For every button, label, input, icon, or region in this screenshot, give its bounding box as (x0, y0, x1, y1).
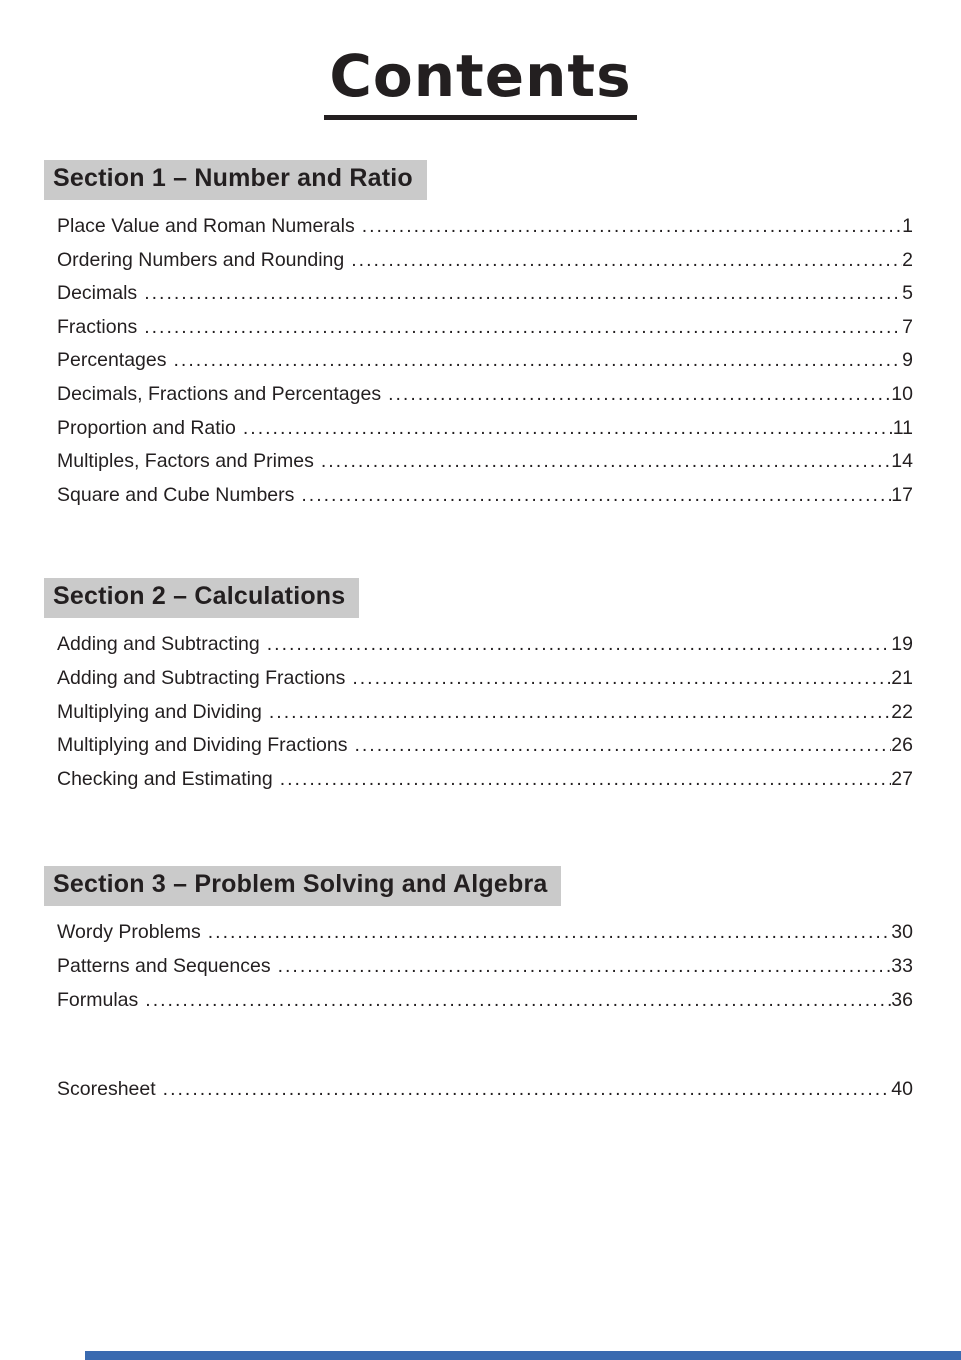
dot-leader (267, 628, 892, 662)
toc-entry (57, 378, 913, 412)
dot-leader (269, 696, 891, 730)
entry-page-number: 36 (891, 988, 913, 1011)
toc-entry (57, 628, 913, 662)
dot-leader (144, 311, 902, 345)
entry-page-number: 19 (891, 633, 913, 656)
entry-label: Decimals (57, 282, 138, 305)
entry-page-number: 21 (891, 666, 913, 689)
dot-leader (301, 479, 891, 513)
toc-section (44, 578, 913, 796)
toc-entry (57, 479, 913, 513)
entry-label: Place Value and Roman Numerals (57, 215, 355, 237)
entry-label: Fractions (57, 315, 138, 338)
toc-entry (57, 984, 913, 1018)
dot-leader (278, 950, 892, 984)
entry-label: Adding and Subtracting (57, 633, 260, 656)
section-heading: Section 2 – Calculations (44, 578, 359, 618)
toc-entry (57, 763, 913, 797)
page-title: Contents (324, 42, 636, 120)
entry-page-number: 2 (902, 248, 913, 271)
entry-page-number: 33 (891, 954, 913, 977)
toc-entry (57, 916, 913, 950)
entry-label: Ordering Numbers and Rounding (57, 248, 345, 271)
entry-page-number: 14 (891, 450, 913, 473)
toc-entry (57, 412, 913, 446)
section-entries (57, 916, 913, 1017)
entry-page-number: 27 (891, 767, 913, 790)
entry-label: Formulas (57, 988, 139, 1011)
section-entries (57, 210, 913, 512)
entry-label: Adding and Subtracting Fractions (57, 666, 346, 689)
toc-entry (57, 729, 913, 763)
section-entries (57, 628, 913, 796)
table-of-contents (0, 160, 961, 1017)
title-wrap (0, 0, 961, 120)
entry-page-number: 11 (892, 416, 913, 439)
toc-entry (57, 950, 913, 984)
toc-entry (57, 696, 913, 730)
entry-label: Multiplying and Dividing Fractions (57, 734, 348, 757)
dot-leader (280, 763, 892, 797)
entry-label: Patterns and Sequences (57, 954, 271, 977)
toc-section (44, 866, 913, 1017)
dot-leader (174, 344, 903, 378)
dot-leader (351, 244, 902, 278)
toc-entry (57, 445, 913, 479)
dot-leader (362, 210, 902, 244)
entry-label: Checking and Estimating (57, 767, 273, 790)
entry-label: Square and Cube Numbers (57, 483, 295, 506)
dot-leader (321, 445, 891, 479)
toc-section (44, 160, 913, 512)
dot-leader (144, 277, 902, 311)
toc-entry (57, 210, 913, 244)
entry-label: Wordy Problems (57, 921, 201, 944)
dot-leader (388, 378, 891, 412)
toc-entry (57, 244, 913, 278)
dot-leader (163, 1073, 892, 1107)
section-heading: Section 1 – Number and Ratio (44, 160, 427, 200)
entry-page-number: 10 (891, 382, 913, 405)
entry-label: Multiples, Factors and Primes (57, 450, 314, 473)
toc-entry (57, 344, 913, 378)
scoresheet-row-wrap (57, 1073, 913, 1107)
entry-label: Decimals, Fractions and Percentages (57, 382, 382, 405)
page-edge-color-bar (85, 1351, 961, 1360)
entry-label: Scoresheet (57, 1078, 156, 1101)
section-heading: Section 3 – Problem Solving and Algebra (44, 866, 561, 906)
entry-page-number: 30 (891, 921, 913, 944)
entry-page-number: 1 (902, 215, 913, 237)
standalone-entries (57, 1073, 913, 1107)
entry-page-number: 26 (891, 734, 913, 757)
toc-entry (57, 662, 913, 696)
dot-leader (243, 412, 893, 446)
entry-page-number: 5 (902, 282, 913, 305)
entry-page-number: 22 (891, 700, 913, 723)
entry-label: Proportion and Ratio (57, 416, 236, 439)
dot-leader (208, 916, 892, 950)
dot-leader (352, 662, 891, 696)
entry-label: Percentages (57, 349, 167, 372)
dot-leader (145, 984, 891, 1018)
entry-page-number: 9 (902, 349, 913, 372)
entry-page-number: 17 (891, 483, 913, 506)
toc-entry (57, 277, 913, 311)
toc-entry (57, 1073, 913, 1107)
toc-entry (57, 311, 913, 345)
entry-label: Multiplying and Dividing (57, 700, 262, 723)
entry-page-number: 7 (902, 315, 913, 338)
entry-page-number: 40 (891, 1078, 913, 1101)
dot-leader (354, 729, 891, 763)
